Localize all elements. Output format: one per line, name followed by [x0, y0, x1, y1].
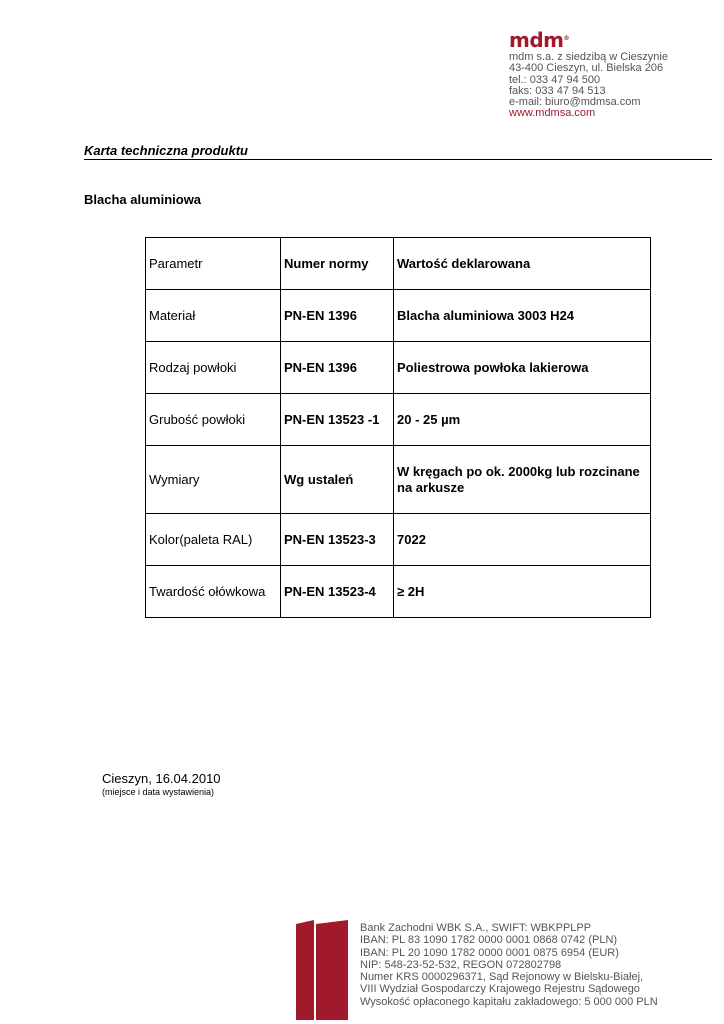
company-line: mdm s.a. z siedzibą w Cieszynie: [509, 51, 668, 63]
bank-line: Numer KRS 0000296371, Sąd Rejonowy w Bielsku-Białej,: [360, 971, 644, 984]
parameter-cell: Twardość ołówkowa: [146, 566, 281, 618]
website-link[interactable]: www.mdmsa.com: [509, 107, 596, 120]
company-line: tel.: 033 47 94 500: [509, 73, 601, 86]
standard-cell: PN-EN 13523-4: [281, 566, 394, 618]
bank-line: IBAN: PL 20 1090 1782 0000 0001 0875 6954 (EUR): [360, 946, 619, 959]
header-cell-value: Wartość deklarowana: [394, 238, 651, 290]
document-title: Karta techniczna produktu: [84, 143, 248, 158]
table-header-row: [146, 238, 651, 290]
standard-cell: PN-EN 13523 -1: [281, 394, 394, 446]
product-name: Blacha aluminiowa: [84, 192, 202, 207]
company-line: e-mail: biuro@mdmsa.com: [509, 96, 641, 109]
company-line: 43-400 Cieszyn, ul. Bielska 206: [509, 62, 664, 75]
parameter-cell: Wymiary: [146, 446, 281, 514]
place-date-note: (miejsce i data wystawienia): [102, 787, 215, 797]
company-line: faks: 033 47 94 513: [509, 84, 606, 97]
table-row: [146, 566, 651, 618]
table-row: [146, 342, 651, 394]
standard-cell: PN-EN 1396: [281, 342, 394, 394]
bank-line: Wysokość opłaconego kapitału zakładowego: 5 000 000 PLN: [360, 995, 658, 1008]
table-row: [146, 394, 651, 446]
value-cell: W kręgach po ok. 2000kg lub rozcinane na arkusze: [394, 446, 651, 514]
company-address: [509, 52, 668, 120]
bank-line: IBAN: PL 83 1090 1782 0000 0001 0868 0742 (PLN): [360, 934, 618, 947]
parameter-cell: Kolor(paleta RAL): [146, 514, 281, 566]
standard-cell: Wg ustaleń: [281, 446, 394, 514]
company-emblem-icon: [296, 920, 348, 1020]
bank-details: [360, 922, 658, 1008]
table-row: [146, 446, 651, 514]
value-cell: 20 - 25 µm: [394, 394, 651, 446]
standard-cell: PN-EN 1396: [281, 290, 394, 342]
place-date: Cieszyn, 16.04.2010: [102, 771, 221, 786]
standard-cell: PN-EN 13523-3: [281, 514, 394, 566]
spec-table: [145, 237, 651, 618]
header-cell-standard: Numer normy: [281, 238, 394, 290]
value-cell: Blacha aluminiowa 3003 H24: [394, 290, 651, 342]
table-row: [146, 514, 651, 566]
title-divider: [84, 159, 712, 160]
table-row: [146, 290, 651, 342]
parameter-cell: Materiał: [146, 290, 281, 342]
header-cell-parameter: Parametr: [146, 238, 281, 290]
registered-mark: ®: [563, 35, 569, 42]
bank-line: Bank Zachodni WBK S.A., SWIFT: WBKPPLPP: [360, 922, 592, 934]
parameter-cell: Rodzaj powłoki: [146, 342, 281, 394]
parameter-cell: Grubość powłoki: [146, 394, 281, 446]
bank-line: NIP: 548-23-52-532, REGON 072802798: [360, 958, 562, 971]
value-cell: 7022: [394, 514, 651, 566]
value-cell: Poliestrowa powłoka lakierowa: [394, 342, 651, 394]
logo-text: mdm: [509, 28, 564, 52]
bank-line: VIII Wydział Gospodarczy Krajowego Rejestru Sądowego: [360, 983, 640, 996]
company-logo: [509, 30, 569, 50]
value-cell: ≥ 2H: [394, 566, 651, 618]
